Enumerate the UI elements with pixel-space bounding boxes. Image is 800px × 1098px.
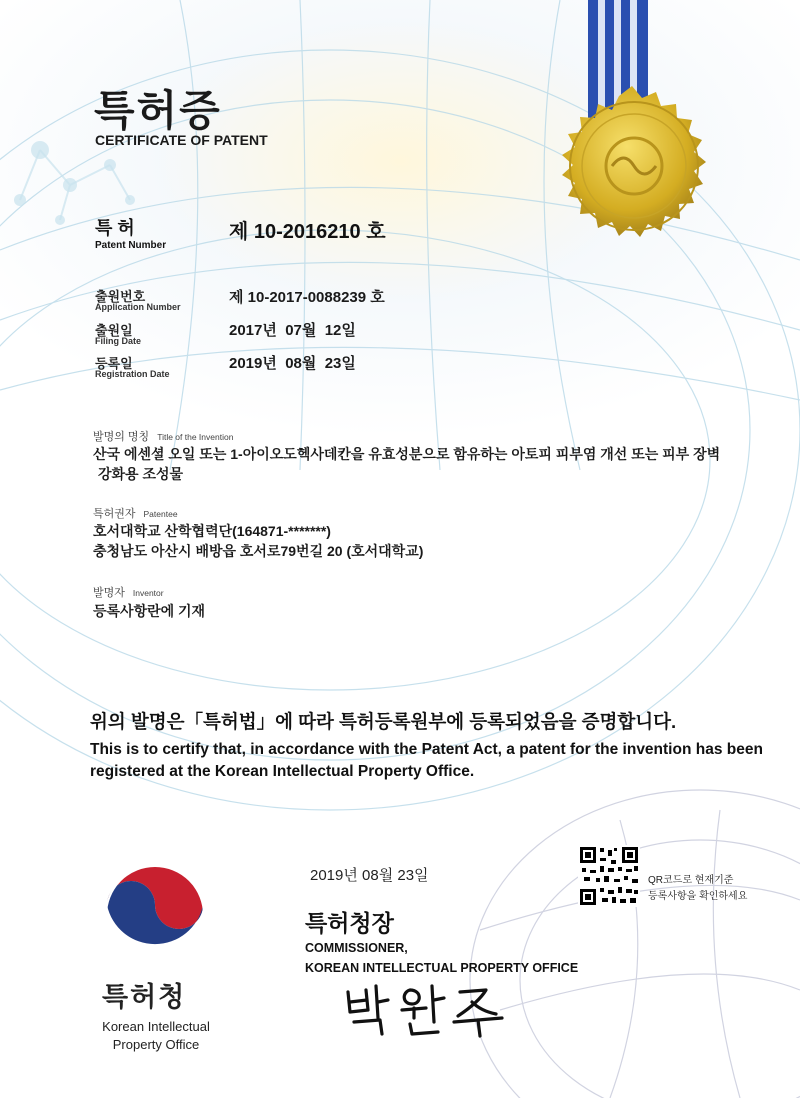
signature: [340, 978, 520, 1038]
filing-date-label-ko: 출원일: [95, 323, 133, 338]
commissioner-title-en-line1: COMMISSIONER,: [305, 941, 408, 955]
office-name-en: Korean Intellectual Property Office: [102, 1019, 210, 1052]
commissioner-title-en: [305, 938, 578, 978]
patentee-line2: 충청남도 아산시 배방읍 호서로79번길 20 (호서대학교): [93, 543, 424, 559]
office-name-ko: 특허청: [102, 982, 187, 1012]
inventor-label-ko: 발명자: [93, 587, 125, 599]
invention-title-line2: 강화용 조성물: [98, 466, 184, 482]
patent-number-label-ko: 특 허: [95, 218, 135, 238]
issue-date: 2019년 08월 23일: [310, 867, 429, 884]
patentee-label: [93, 504, 178, 522]
invention-title-label: [93, 427, 233, 445]
invention-title-label-ko: 발명의 명칭: [93, 431, 150, 443]
application-number-label-en: Application Number: [95, 302, 181, 312]
patentee-label-ko: 특허권자: [93, 508, 136, 520]
inventor-label: [93, 583, 164, 601]
invention-title-label-en: Title of the Invention: [157, 432, 234, 442]
qr-code: [578, 845, 640, 907]
registration-date-label-ko: 등록일: [95, 356, 133, 371]
registration-date-value: 2019년 08월 23일: [229, 355, 356, 372]
certificate-title-en: CERTIFICATE OF PATENT: [95, 132, 268, 148]
commissioner-title-en-line2: KOREAN INTELLECTUAL PROPERTY OFFICE: [305, 961, 579, 975]
qr-caption-line1: QR코드로 현재기준: [648, 875, 734, 886]
filing-date-label-en: Filing Date: [95, 336, 142, 346]
kipo-logo-icon: [105, 866, 205, 967]
application-number-label-ko: 출원번호: [95, 289, 146, 304]
commissioner-title-ko: 특허청장: [305, 910, 394, 936]
certification-statement-en: This is to certify that, in accordance with the Patent Act, a patent for the invention has been registered at the Korean Intellectual Property Office.: [90, 741, 763, 780]
patent-number-label-en: Patent Number: [95, 240, 167, 251]
registration-date-label-en: Registration Date: [95, 369, 170, 379]
qr-caption-line2: 등록사항을 확인하세요: [648, 891, 748, 902]
inventor-label-en: Inventor: [132, 588, 164, 598]
patentee-label-en: Patentee: [143, 509, 178, 519]
certificate-title-ko: 특허증: [94, 87, 222, 134]
application-number-value: 제 10-2017-0088239 호: [229, 289, 385, 306]
filing-date-value: 2017년 07월 12일: [229, 322, 356, 339]
invention-title-line1: 산국 에센셜 오일 또는 1-아이오도헥사데칸을 유효성분으로 함유하는 아토피 피부염 개선 또는 피부 장벽: [93, 446, 721, 462]
certification-statement-ko: 위의 발명은「특허법」에 따라 특허등록원부에 등록되었음을 증명합니다.: [90, 711, 677, 732]
patentee-line1: 호서대학교 산학협력단(164871-*******): [93, 523, 331, 539]
inventor-value: 등록사항란에 기재: [93, 603, 206, 619]
patent-number-value: 제 10-2016210 호: [229, 221, 386, 243]
qr-caption: [648, 873, 747, 905]
